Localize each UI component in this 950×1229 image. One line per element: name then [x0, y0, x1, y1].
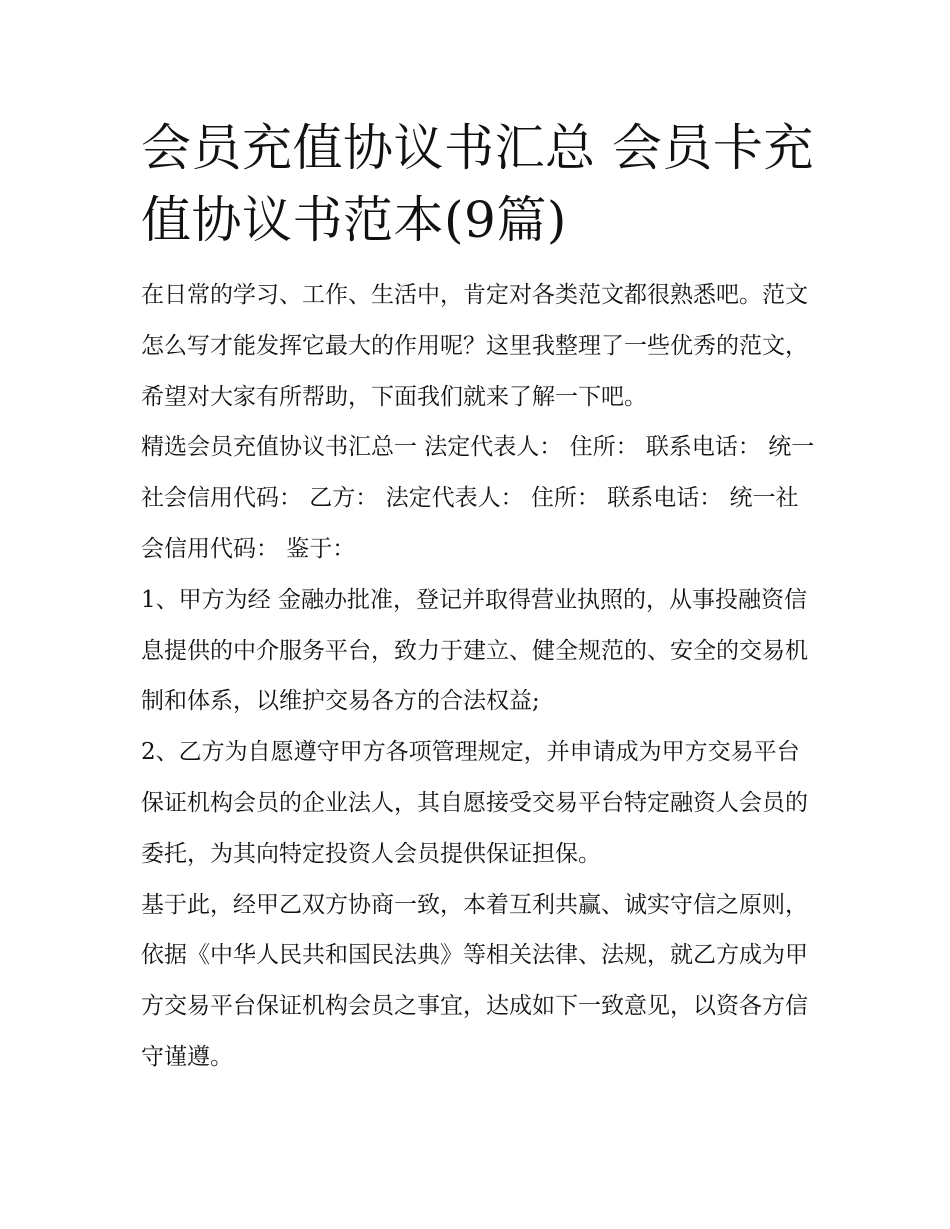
paragraph-clause-1: 1、甲方为经 金融办批准，登记并取得营业执照的，从事投融资信息提供的中介服务平台，致力于建立、健全规范的、安全的交易机制和体系，以维护交易各方的合法权益; [141, 586, 808, 715]
paragraph-parties: 精选会员充值协议书汇总一 法定代表人： 住所： 联系电话： 统一社会信用代码： 乙方： 法定代表人： 住所： 联系电话： 统一社会信用代码： 鉴于： [141, 434, 815, 562]
document-title: 会员充值协议书汇总 会员卡充值协议书范本(9篇) [141, 119, 814, 249]
paragraph-clause-2: 2、乙方为自愿遵守甲方各项管理规定，并申请成为甲方交易平台保证机构会员的企业法人，其自愿接受交易平台特定融资人会员的委托，为其向特定投资人会员提供保证担保。 [141, 739, 808, 867]
document-body [141, 270, 821, 1083]
paragraph-basis: 基于此，经甲乙双方协商一致，本着互利共赢、诚实守信之原则，依据《中华人民共和国民法典》等相关法律、法规，就乙方成为甲方交易平台保证机构会员之事宜，达成如下一致意见，以资各方信守谨遵。 [141, 891, 808, 1070]
document-page [141, 112, 821, 1083]
paragraph-intro: 在日常的学习、工作、生活中，肯定对各类范文都很熟悉吧。范文怎么写才能发挥它最大的作用呢？这里我整理了一些优秀的范文，希望对大家有所帮助，下面我们就来了解一下吧。 [141, 282, 808, 410]
